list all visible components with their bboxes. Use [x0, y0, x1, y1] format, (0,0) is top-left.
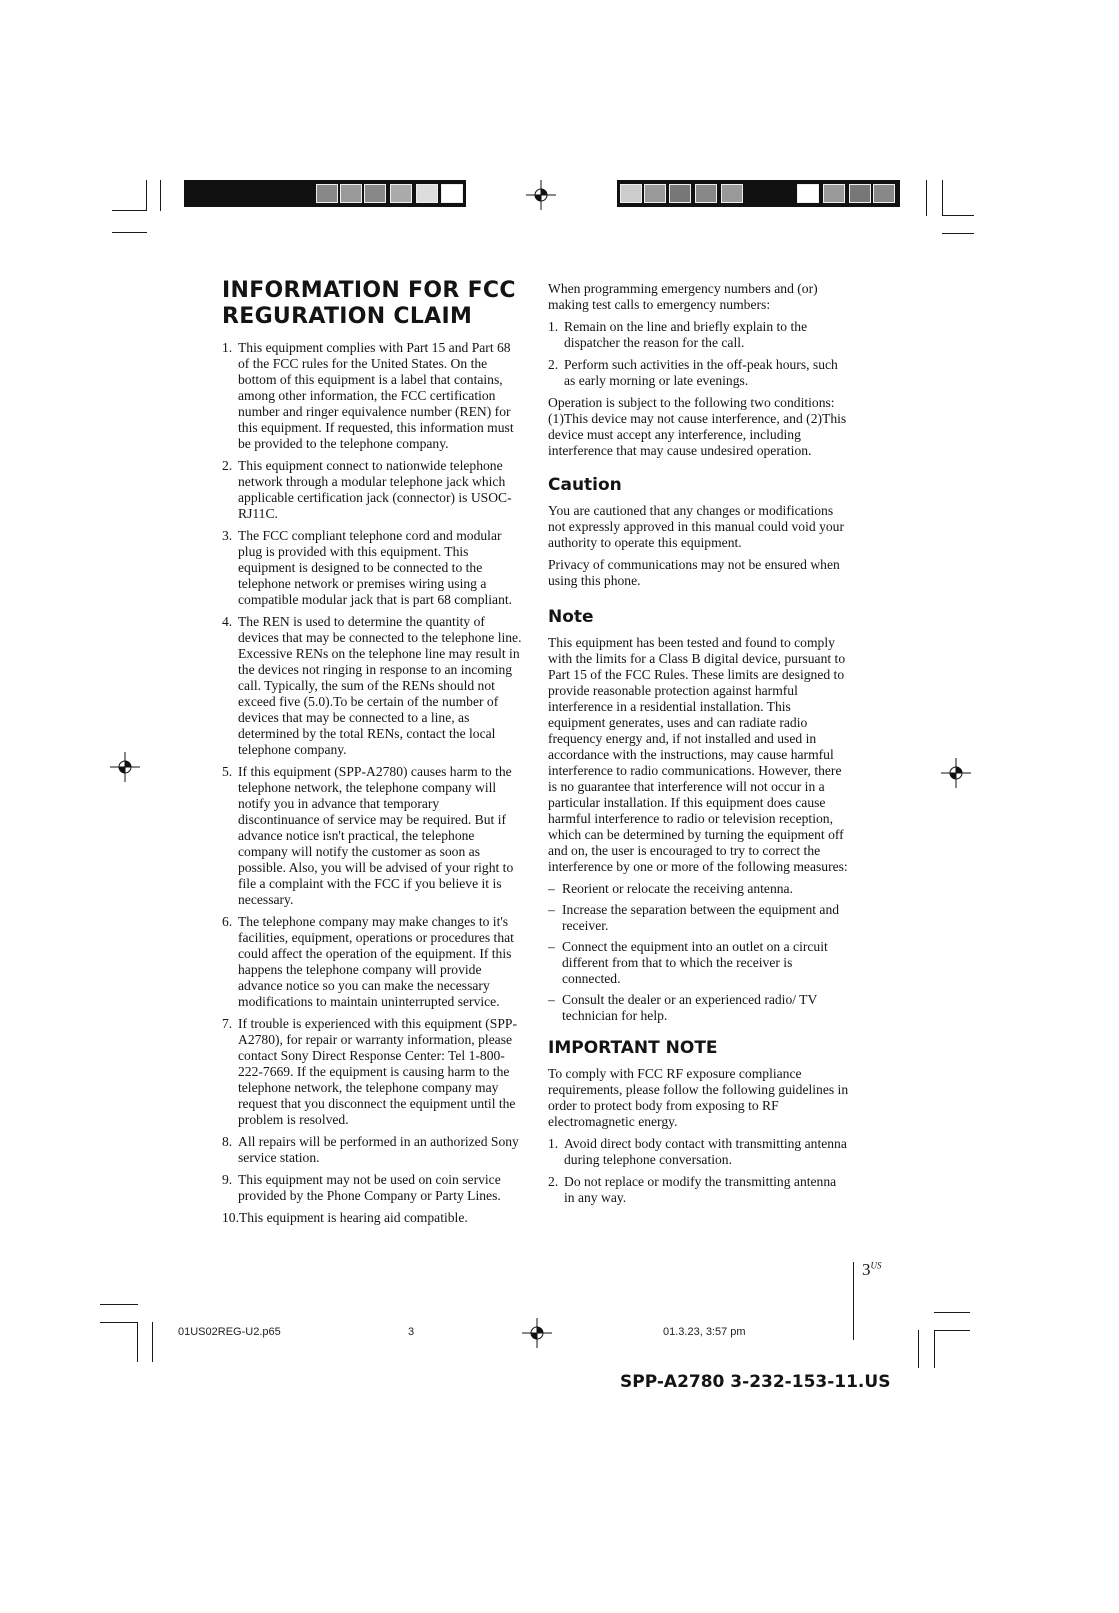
- list-item: [222, 1016, 522, 1128]
- model-code: SPP-A2780 3-232-153-11.US: [620, 1372, 891, 1392]
- crop-mark: [137, 1322, 138, 1362]
- page-marker-rule: [853, 1262, 854, 1340]
- list-text: If this equipment (SPP-A2780) causes harm to the telephone network, the telephone company will notify you in advance that temporary discontinuance of service may be required. But if advance notice isn't practical, the telephone company will notify the customer as soon as possible. Also, you will be advised of your right to file a complaint with the FCC if you believe it is necessary.: [238, 764, 514, 907]
- note-heading: Note: [548, 607, 594, 627]
- fcc-item-list: [222, 340, 522, 1226]
- crop-mark: [100, 1322, 138, 1323]
- title-line-2: REGURATION CLAIM: [222, 304, 473, 329]
- list-text: This equipment is hearing aid compatible.: [239, 1210, 468, 1225]
- density-cell: [316, 184, 338, 203]
- list-number: 9.: [222, 1172, 233, 1187]
- density-cell: [416, 184, 438, 203]
- crop-mark: [152, 1322, 153, 1362]
- list-item: [222, 1172, 522, 1204]
- operation-paragraph: Operation is subject to the following two conditions: (1)This device may not cause interference, and (2)This device must accept any interference, including interference that may cause undesired operation.: [548, 395, 847, 458]
- density-cell: [340, 184, 362, 203]
- list-text: This equipment may not be used on coin service provided by the Phone Company or Party Lines.: [238, 1172, 501, 1203]
- density-cell: [441, 184, 463, 203]
- caution-paragraph-2: Privacy of communications may not be ensured when using this phone.: [548, 557, 840, 588]
- list-number: 2.: [222, 458, 233, 473]
- crop-mark: [160, 180, 161, 211]
- list-text: If trouble is experienced with this equipment (SPP-A2780), for repair or warranty information, please contact Sony Direct Response Center: Tel 1-800-222-7669. If the equipment is causing harm to the telephone network, the telephone company may request that you disconnect the equipment until the problem is resolved.: [238, 1016, 517, 1127]
- registration-target-icon: [522, 1318, 552, 1348]
- crop-mark: [918, 1330, 919, 1368]
- list-item: [548, 1174, 850, 1206]
- crop-mark: [934, 1312, 970, 1313]
- list-item: – Increase the separation between the equipment and receiver.: [548, 902, 850, 934]
- density-bar-left: [184, 180, 466, 207]
- list-number: 10.: [222, 1210, 239, 1225]
- note-paragraph: This equipment has been tested and found to comply with the limits for a Class B digital device, pursuant to Part 15 of the FCC Rules. These limits are designed to provide reasonable protection against harmful interference in a residential installation. This equipment generates, uses and can radiate radio frequency energy and, if not installed and used in accordance with the instructions, may cause harmful interference to radio communications. However, there is no guarantee that interference will not occur in a particular installation. If this equipment does cause harmful interference to radio or television reception, which can be determined by turning the equipment off and on, the user is encouraged to try to correct the interference by one or more of the following measures:: [548, 635, 848, 874]
- crop-mark: [146, 180, 147, 211]
- registration-target-icon: [110, 752, 140, 782]
- list-item: – Reorient or relocate the receiving antenna.: [548, 881, 850, 897]
- list-number: 8.: [222, 1134, 233, 1149]
- list-item: [222, 914, 522, 1010]
- page-title: [222, 278, 522, 330]
- list-number: 7.: [222, 1016, 233, 1031]
- list-number: 2.: [548, 1174, 559, 1189]
- list-text: This equipment connect to nationwide telephone network through a modular telephone jack which applicable certification jack (connector) is USOC-RJ11C.: [238, 458, 512, 521]
- crop-mark: [942, 215, 974, 216]
- list-text: The REN is used to determine the quantity of devices that may be connected to the telephone line. Excessive RENs on the telephone line may result in the devices not ringing in response to an incoming call. Typically, the sum of the RENs should not exceed five (5.0).To be certain of the number of devices that may be connected to a line, as determined by the total RENs, contact the local telephone company.: [238, 614, 522, 757]
- left-column: [222, 278, 522, 1232]
- crop-mark: [934, 1330, 970, 1331]
- list-item: [548, 319, 850, 351]
- list-number: 1.: [222, 340, 233, 355]
- registration-target-icon: [526, 180, 556, 210]
- list-number: 6.: [222, 914, 233, 929]
- list-text: Avoid direct body contact with transmitting antenna during telephone conversation.: [564, 1136, 847, 1167]
- crop-mark: [112, 232, 147, 233]
- list-item: [548, 357, 850, 389]
- list-text: The FCC compliant telephone cord and modular plug is provided with this equipment. This equipment is designed to be connected to the telephone network or premises wiring using a compatible modular jack that is part 68 compliant.: [238, 528, 513, 607]
- list-item: [222, 1134, 522, 1166]
- list-number: 3.: [222, 528, 233, 543]
- list-item: [222, 458, 522, 522]
- list-text: All repairs will be performed in an authorized Sony service station.: [238, 1134, 519, 1165]
- registration-target-icon: [941, 758, 971, 788]
- list-item: – Consult the dealer or an experienced radio/ TV technician for help.: [548, 992, 850, 1024]
- caution-heading: Caution: [548, 475, 622, 495]
- density-cell: [695, 184, 717, 203]
- density-bar-right: [617, 180, 900, 207]
- list-item: [222, 764, 522, 908]
- list-text: This equipment complies with Part 15 and Part 68 of the FCC rules for the United States. On the bottom of this equipment is a label that contains, among other information, the FCC certification number and ringer equivalence number (REN) for this equipment. If requested, this information must be provided to the telephone company.: [238, 340, 514, 451]
- crop-mark: [926, 180, 927, 216]
- list-item: [222, 1210, 522, 1226]
- measures-list: [548, 881, 850, 1024]
- list-text: The telephone company may make changes to it's facilities, equipment, operations or procedures that could affect the operation of the equipment. If this happens the telephone company will provide advance notice so you can make the necessary modifications to maintain uninterrupted service.: [238, 914, 514, 1009]
- page-marker: [862, 1260, 882, 1280]
- important-paragraph: To comply with FCC RF exposure compliance requirements, please follow the following guidelines in order to protect body from exposing to RF electromagnetic energy.: [548, 1066, 849, 1129]
- density-cell: [873, 184, 895, 203]
- density-cell: [620, 184, 642, 203]
- right-column: [548, 281, 850, 1212]
- emergency-intro: When programming emergency numbers and (or) making test calls to emergency numbers:: [548, 281, 818, 312]
- density-cell: [644, 184, 666, 203]
- list-text: Do not replace or modify the transmitting antenna in any way.: [564, 1174, 837, 1205]
- density-cell: [669, 184, 691, 203]
- title-line-1: INFORMATION FOR FCC: [222, 278, 516, 303]
- emergency-list: [548, 319, 850, 389]
- crop-mark: [934, 1330, 935, 1368]
- density-cell: [390, 184, 412, 203]
- density-cell: [721, 184, 743, 203]
- density-cell: [364, 184, 386, 203]
- density-cell: [797, 184, 819, 203]
- list-number: 1.: [548, 319, 559, 334]
- footer-page-number: 3: [408, 1326, 415, 1338]
- list-item: [222, 614, 522, 758]
- list-item: [222, 528, 522, 608]
- list-number: 1.: [548, 1136, 559, 1151]
- page-marker-number: 3: [862, 1260, 871, 1279]
- density-cell: [849, 184, 871, 203]
- list-number: 2.: [548, 357, 559, 372]
- crop-mark: [112, 210, 147, 211]
- list-number: 5.: [222, 764, 233, 779]
- list-item: – Connect the equipment into an outlet on a circuit different from that to which the receiver is connected.: [548, 939, 850, 987]
- important-heading: IMPORTANT NOTE: [548, 1038, 718, 1058]
- crop-mark: [942, 233, 974, 234]
- footer-filename: 01US02REG-U2.p65: [178, 1326, 281, 1338]
- important-list: [548, 1136, 850, 1206]
- crop-mark: [100, 1304, 138, 1305]
- list-item: [222, 340, 522, 452]
- crop-mark: [942, 180, 943, 216]
- list-number: 4.: [222, 614, 233, 629]
- list-text: Perform such activities in the off-peak hours, such as early morning or late evenings.: [564, 357, 838, 388]
- list-text: Remain on the line and briefly explain to the dispatcher the reason for the call.: [564, 319, 808, 350]
- footer-datetime: 01.3.23, 3:57 pm: [663, 1326, 746, 1338]
- list-item: [548, 1136, 850, 1168]
- caution-paragraph-1: You are cautioned that any changes or modifications not expressly approved in this manual could void your authority to operate this equipment.: [548, 503, 844, 550]
- page-marker-suffix: US: [870, 1260, 882, 1271]
- density-cell: [823, 184, 845, 203]
